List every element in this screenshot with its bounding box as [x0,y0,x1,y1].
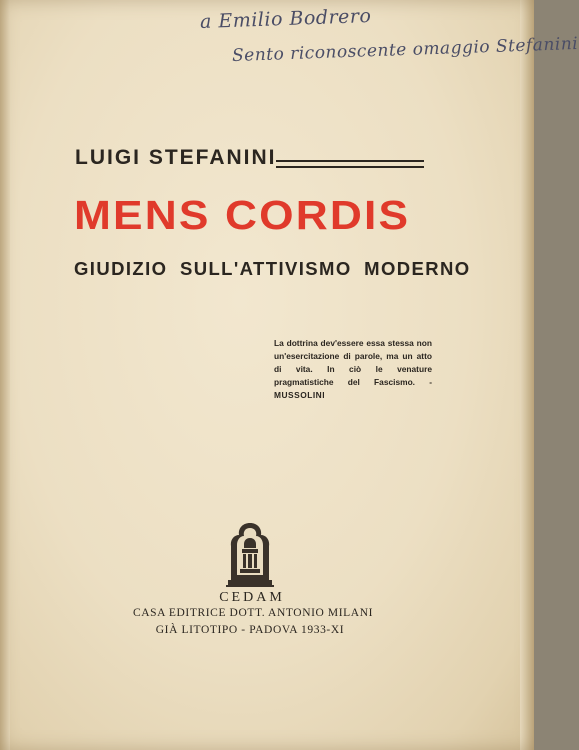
cover-right-edge [520,0,534,750]
publisher-line-3: GIÀ LITOTIPO - PADOVA 1933-XI [155,624,345,636]
epigraph-text: La dottrina dev'essere essa stessa non un'esercitazione di parole, ma un atto di vita. In ciò le venature pragmatistiche del Fascismo. - [274,338,432,387]
publisher-name: CEDAM [219,590,285,605]
cover-left-edge [0,0,10,750]
publisher-emblem-icon [222,520,278,590]
handwritten-dedication-line-1: a Emilio Bodrero [199,5,372,33]
handwritten-dedication-line-2: Sento riconoscente omaggio Stefanini [231,33,579,67]
book-subtitle: GIUDIZIO SULL'ATTIVISMO MODERNO [74,258,471,279]
decorative-rule-top [276,160,424,162]
decorative-rule-bottom [276,166,424,168]
epigraph-author: MUSSOLINI [274,390,326,400]
epigraph-quote [274,337,432,402]
book-title: MENS CORDIS [74,192,411,238]
author-name: LUIGI STEFANINI [75,146,277,169]
publisher-line-2: CASA EDITRICE DOTT. ANTONIO MILANI [132,607,374,619]
